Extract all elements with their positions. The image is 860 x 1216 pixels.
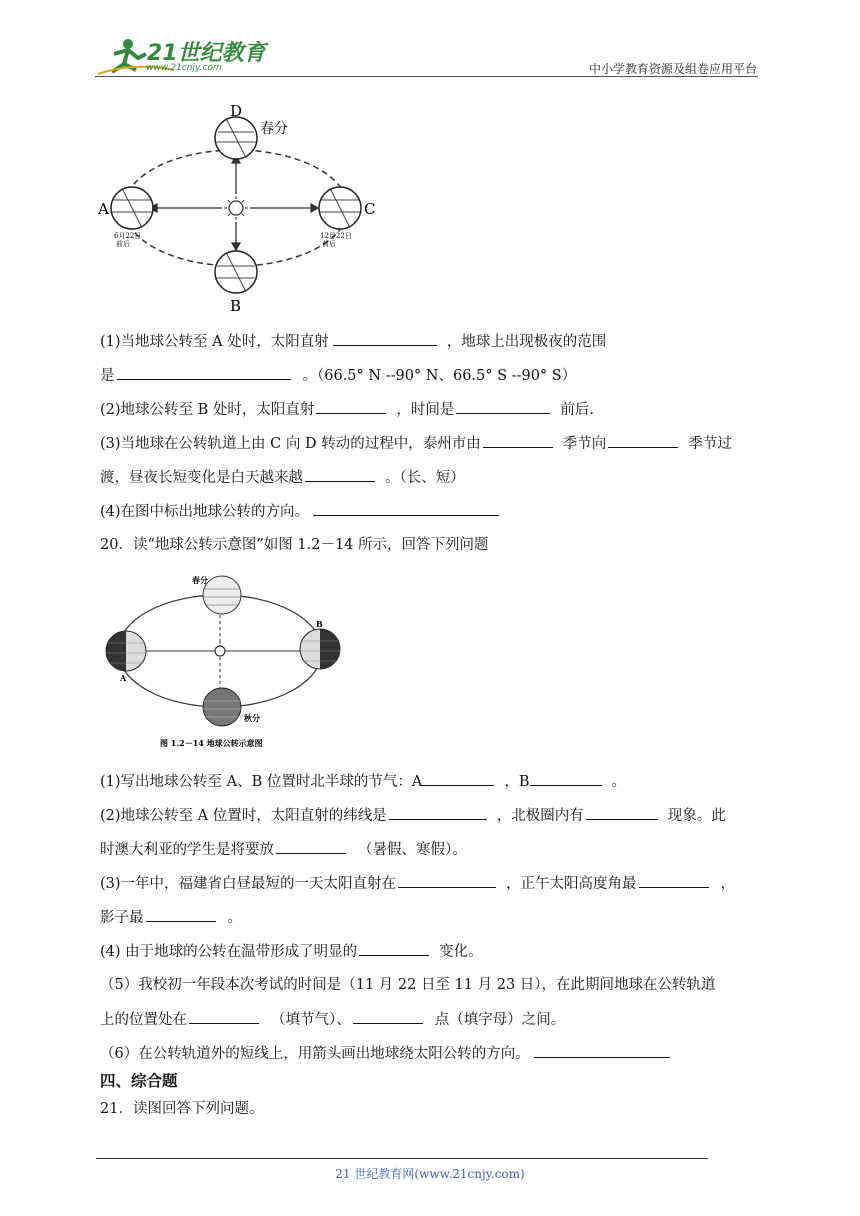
blank-input[interactable] — [316, 399, 386, 414]
q20-line6: (4) 由于地球的公转在温带形成了明显的 变化。 — [100, 941, 483, 962]
date-A: 6月22日 — [114, 232, 142, 240]
blank-input[interactable] — [189, 1009, 259, 1024]
q20-title: 20．读“地球公转示意图”如图 1.2－14 所示，回答下列问题 — [100, 537, 489, 553]
q20-line1: (1)写出地球公转至 A、B 位置时北半球的节气：A ，B 。 — [100, 771, 626, 792]
fig-autumn: 秋分 — [244, 713, 260, 723]
blank-input[interactable] — [305, 467, 375, 482]
date-C: 12月22日 — [320, 232, 352, 240]
blank-input[interactable] — [639, 873, 709, 888]
orbit-diagram-1 — [94, 100, 394, 315]
q19-line1: (1)当地球公转至 A 处时，太阳直射 ，地球上出现极夜的范围 — [100, 331, 606, 352]
blank-input[interactable] — [483, 433, 553, 448]
label-spring: 春分 — [260, 121, 288, 137]
blank-input[interactable] — [422, 771, 494, 786]
fig-B: B — [316, 619, 323, 629]
q21-text: 21．读图回答下列问题。 — [100, 1101, 264, 1117]
label-B: B — [230, 297, 242, 315]
date-C-after: 前后 — [322, 240, 336, 248]
blank-input[interactable] — [586, 805, 658, 820]
q20-line3: 时澳大利亚的学生是将要放 （暑假、寒假）。 — [100, 839, 467, 860]
logo-text: 21世纪教育 — [147, 41, 266, 66]
q19-line3: (2)地球公转至 B 处时，太阳直射 ，时间是 前后. — [100, 399, 594, 420]
fig-A: A — [120, 673, 127, 683]
section-heading: 四、综合题 — [100, 1072, 178, 1090]
q20-line2: (2)地球公转至 A 位置时，太阳直射的纬线是 ，北极圈内有 现象。此 — [100, 805, 726, 826]
orbit-diagram-2 — [100, 565, 360, 755]
q19-line5: 渡，昼夜长短变化是白天越来越 。（长、短） — [100, 467, 465, 488]
fig-spring: 春分 — [192, 575, 208, 585]
blank-input[interactable] — [313, 501, 499, 516]
blank-input[interactable] — [398, 873, 496, 888]
label-D: D — [230, 102, 243, 120]
q19-line2: 是 。（66.5° N --90° N、66.5° S --90° S） — [100, 365, 576, 386]
fig-caption: 图 1.2－14 地球公转示意图 — [160, 738, 263, 748]
blank-input[interactable] — [389, 805, 487, 820]
q20-line9: （6）在公转轨道外的短线上，用箭头画出地球绕太阳公转的方向。 — [100, 1043, 670, 1064]
label-A: A — [98, 200, 109, 218]
date-A-after: 前后 — [116, 240, 130, 248]
footer-divider — [96, 1158, 708, 1159]
header-divider — [95, 76, 758, 77]
blank-input[interactable] — [333, 331, 437, 346]
blank-input[interactable] — [359, 941, 429, 956]
q19-line4: (3)当地球在公转轨道上由 C 向 D 转动的过程中，泰州市由 季节向 季节过 — [100, 433, 732, 454]
header-platform-text: 中小学教育资源及组卷应用平台 — [588, 62, 757, 76]
q20-line8: 上的位置处在 （填节气）、 点（填字母）之间。 — [100, 1009, 565, 1030]
blank-input[interactable] — [276, 839, 346, 854]
sun-icon — [224, 196, 248, 220]
blank-input[interactable] — [534, 1043, 670, 1058]
blank-input[interactable] — [117, 365, 291, 380]
blank-input[interactable] — [608, 433, 678, 448]
q20-line7: （5）我校初一年段本次考试的时间是（11 月 22 日至 11 月 23 日），在此期间地球在公转轨道 — [100, 977, 716, 993]
q20-line4: (3)一年中，福建省白昼最短的一天太阳直射在 ，正午太阳高度角最 ， — [100, 873, 735, 894]
q19-line6: (4)在图中标出地球公转的方向。 — [100, 501, 499, 522]
blank-input[interactable] — [456, 399, 550, 414]
blank-input[interactable] — [146, 907, 216, 922]
q20-line5: 影子最 。 — [100, 907, 242, 928]
footer-link[interactable]: 21 世纪教育网(www.21cnjy.com) — [335, 1167, 525, 1181]
blank-input[interactable] — [353, 1009, 423, 1024]
label-C: C — [364, 200, 376, 218]
logo-url: www.21cnjy.com — [146, 63, 222, 73]
blank-input[interactable] — [530, 771, 602, 786]
